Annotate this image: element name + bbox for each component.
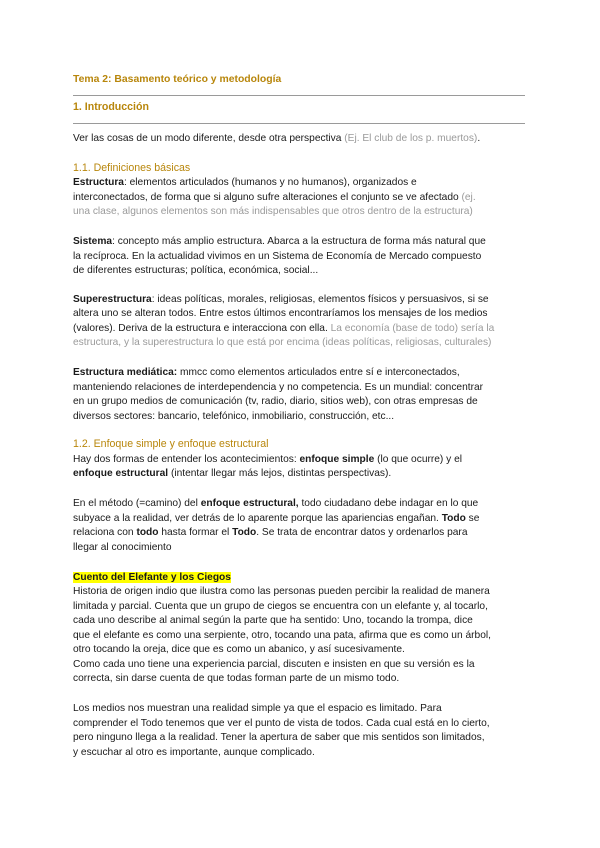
section-heading: 1. Introducción — [73, 101, 149, 113]
subsection-heading: 1.2. Enfoque simple y enfoque estructural — [73, 438, 269, 450]
document-page: Tema 2: Basamento teórico y metodología 1. Introducción Ver las cosas de un modo diferente, desde otra perspectiva (Ej. El club de los p. muertos). 1.1. Definiciones básicas Estructura: elementos articulados (humanos y no humanos), organizados e interconectados, de forma que si alguno sufre alteraciones el conjunto se ve afectado (ej. una clase, algunos elementos son más indispensables que otros dentro de la estructura) Sistema: concepto más amplio estructura. Abarca a la estructura de forma más natural que la recíproca. En la actualidad vivimos en un Sistema de Economía de Mercado compuesto de diferentes estructuras; política, económica, social... Superestructura: ideas políticas, morales, religiosas, elementos físicos y persuasivos, si se altera uno se alteran todos. Entre estos últimos encontraríamos los mensajes de los medios (valores). Deriva de la estructura e interacciona con ella. La economía (base de todo) sería la estructura, y la superestructura lo que está por encima (ideas políticas, religiosas, culturales) Estructura mediática: mmcc como elementos articulados entre sí e interconectados, manteniendo relaciones de interdependencia y no competencia. Es un mundial: concentrar en un grupo medios de comunicación (tv, radio, diario, sitios web), con otras empresas de diversos sectores: bancario, telefónico, inmobiliario, construcción, etc... 1.2. Enfoque simple y enfoque estructural Hay dos formas de entender los acontecimientos: enfoque simple (lo que ocurre) y el enfoque estructural (intentar llegar más lejos, distintas perspectivas). En el método (=camino) del enfoque estructural, todo ciudadano debe indagar en lo que subyace a la realidad, ver detrás de lo aparente porque las apariencias engañan. Todo se relaciona con todo hasta formar el Todo. Se trata de encontrar datos y ordenarlos para llegar al conocimiento Cuento del Elefante y los Ciegos Historia de origen indio que ilustra como las personas pueden percibir la realidad de manera limitada y parcial. Cuenta que un grupo de ciegos se encuentra con un elefante y, al tocarlo, cada uno describe al animal según la parte que ha sentido: Uno, tocando la trompa, dice que el elefante es como una serpiente, otro, tocando una pata, afirma que es como un árbol, otro tocando la oreja, dice que es como un abanico, y así sucesivamente. Como cada uno tiene una experiencia parcial, discuten e insisten en que su versión es la correcta, sin darse cuenta de que todas forman parte de un mismo todo. Los medios nos muestran una realidad simple ya que el espacio es limitado. Para comprender el Todo tenemos que ver el punto de vista de todos. Cada cual está en lo cierto, pero ninguno llega a la realidad. Tener la apertura de saber que mis sentidos son limitados, y escuchar al otro es importante, aunque complicado. — [0, 0, 600, 848]
cuento-title: Cuento del Elefante y los Ciegos — [73, 572, 231, 583]
doc-title: Tema 2: Basamento teórico y metodología — [73, 74, 282, 85]
divider — [73, 123, 525, 124]
subsection-heading: 1.1. Definiciones básicas — [73, 162, 191, 174]
divider — [73, 95, 525, 96]
intro-paragraph: Ver las cosas de un modo diferente, desde otra perspectiva (Ej. El club de los p. muertos). — [73, 133, 481, 144]
